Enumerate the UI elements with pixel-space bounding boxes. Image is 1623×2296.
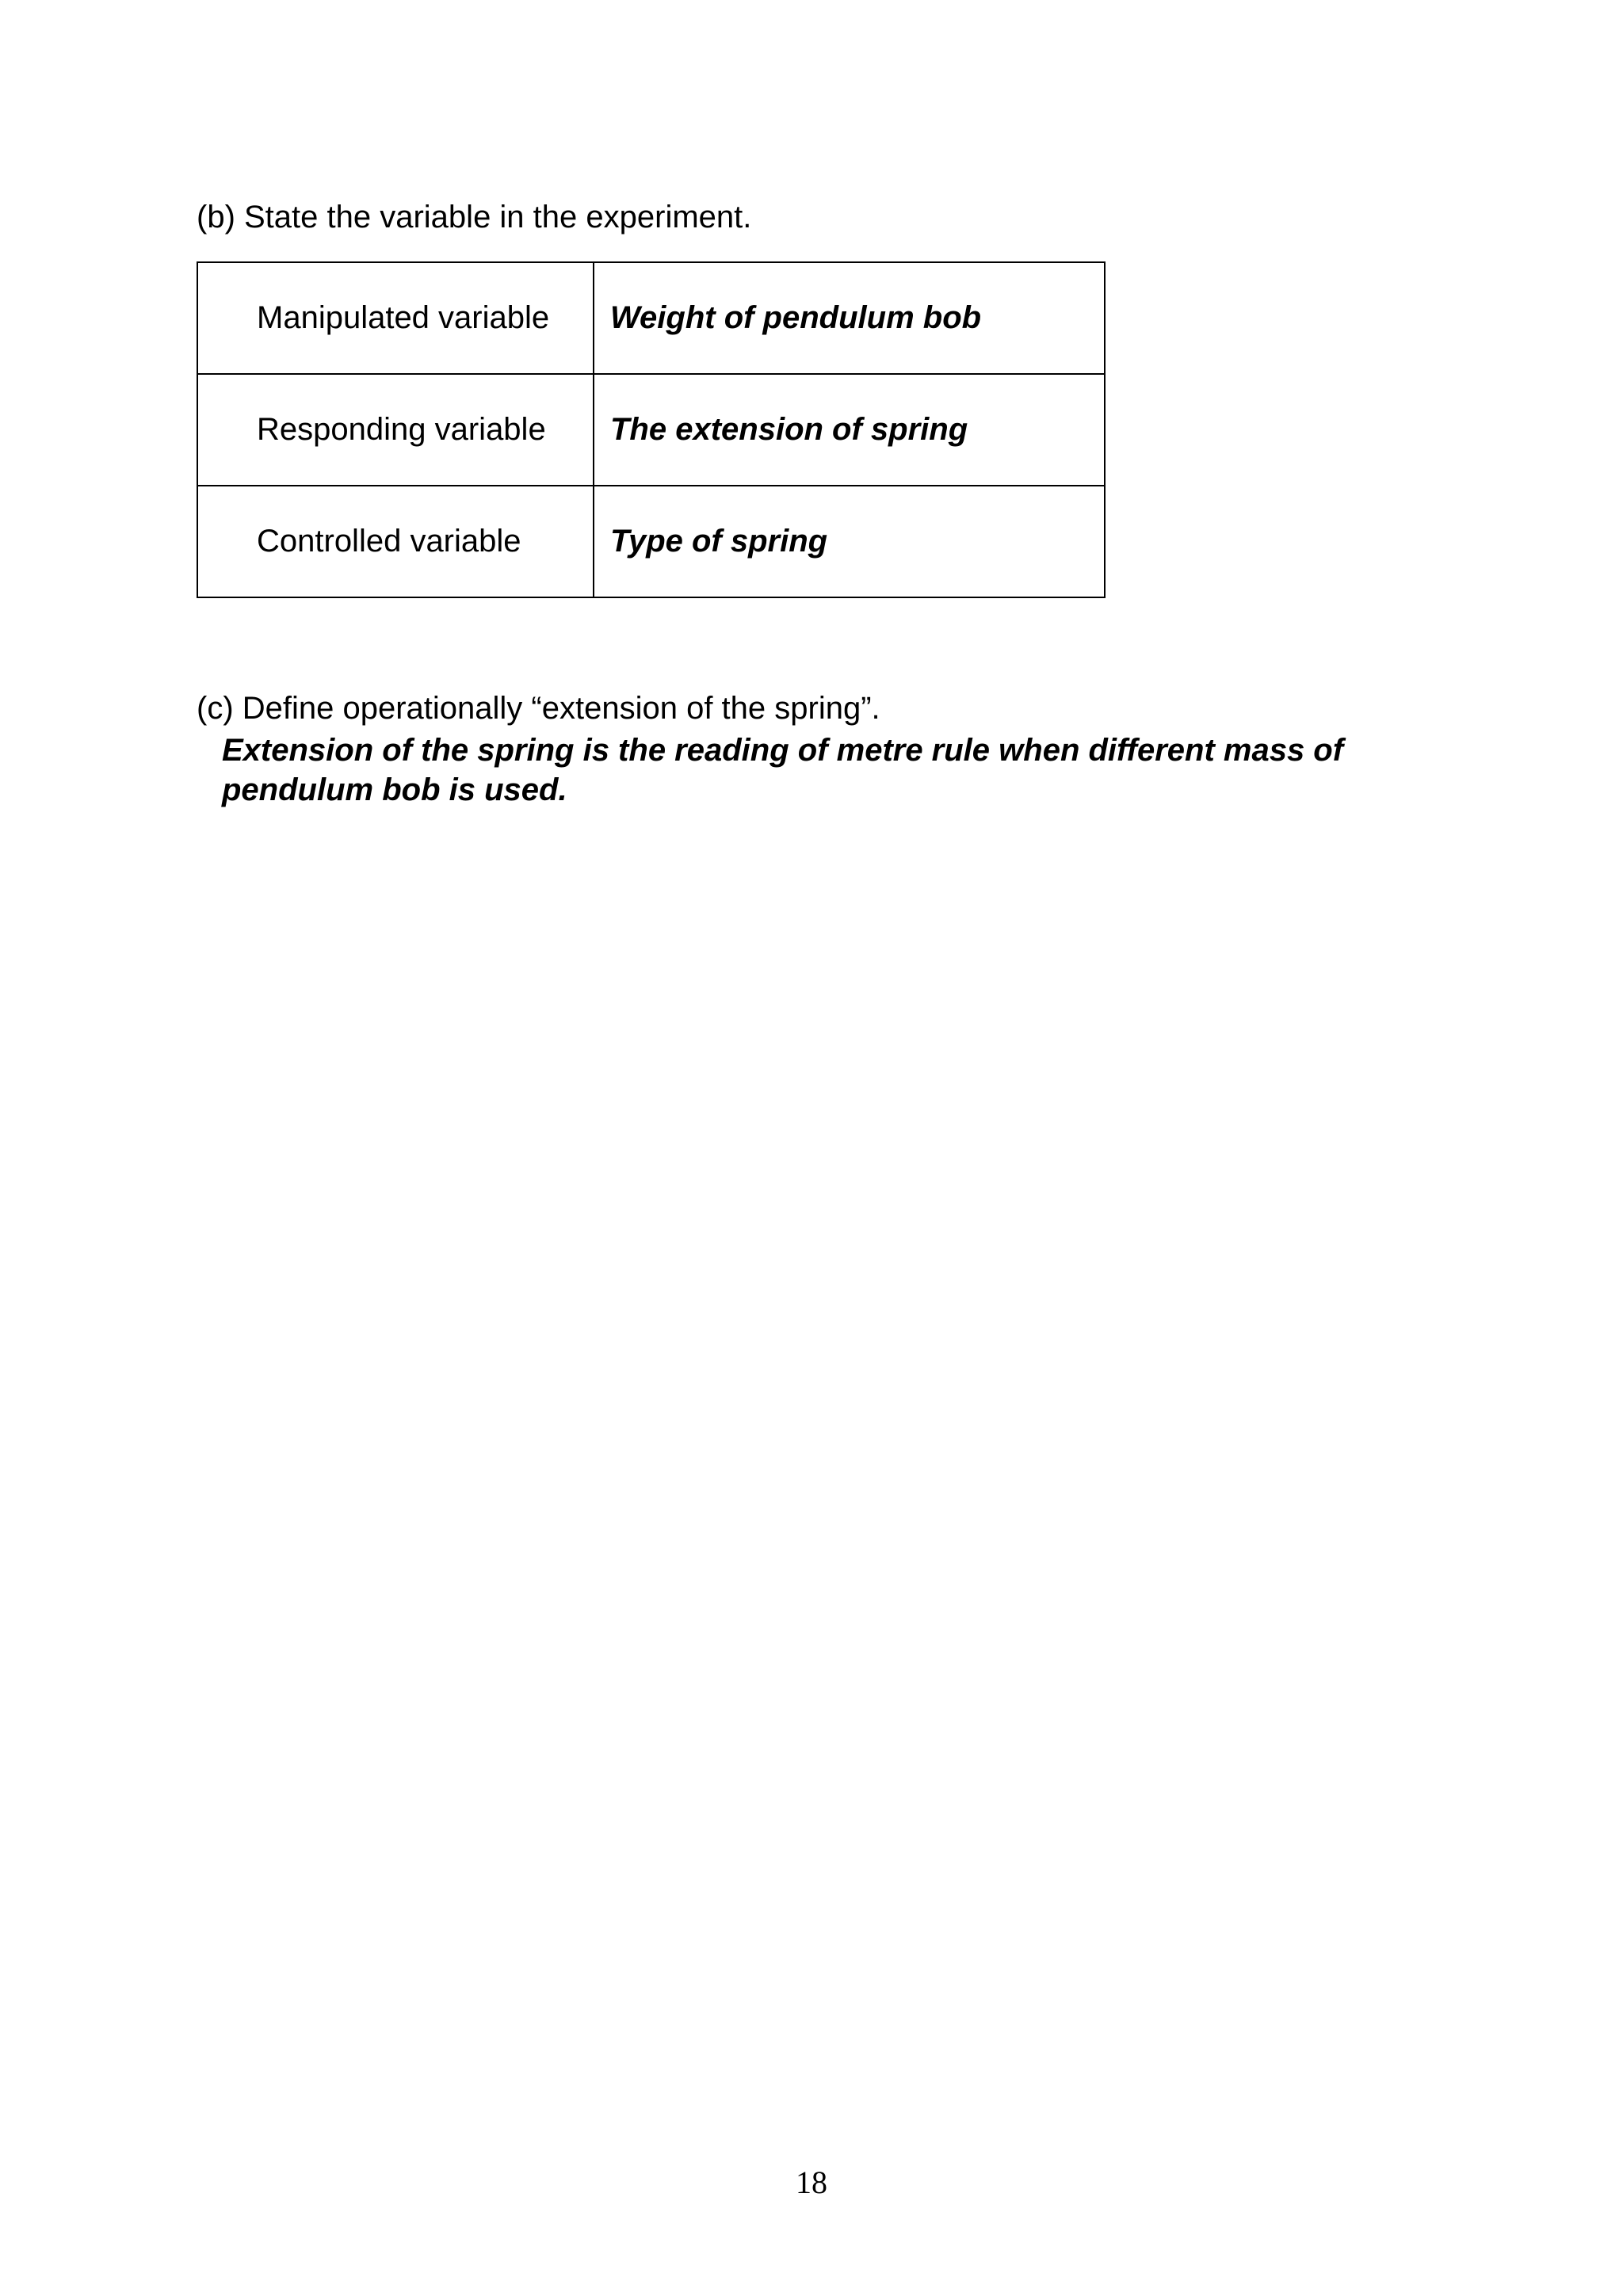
table-row <box>197 486 1105 597</box>
manipulated-variable-label: Manipulated variable <box>197 262 594 374</box>
page-number: 18 <box>796 2164 827 2200</box>
responding-variable-label: Responding variable <box>197 374 594 486</box>
controlled-variable-answer: Type of spring <box>594 486 1105 597</box>
table-row <box>197 374 1105 486</box>
manipulated-variable-answer: Weight of pendulum bob <box>594 262 1105 374</box>
table-row <box>197 262 1105 374</box>
question-b-prompt: (b) State the variable in the experiment. <box>197 200 752 235</box>
question-c-prompt: (c) Define operationally “extension of the spring”. <box>197 691 880 726</box>
variables-table <box>197 261 1106 598</box>
controlled-variable-label: Controlled variable <box>197 486 594 597</box>
responding-variable-answer: The extension of spring <box>594 374 1105 486</box>
question-c-answer: Extension of the spring is the reading of metre rule when different mass of pendulum bob is used. <box>222 733 1344 807</box>
